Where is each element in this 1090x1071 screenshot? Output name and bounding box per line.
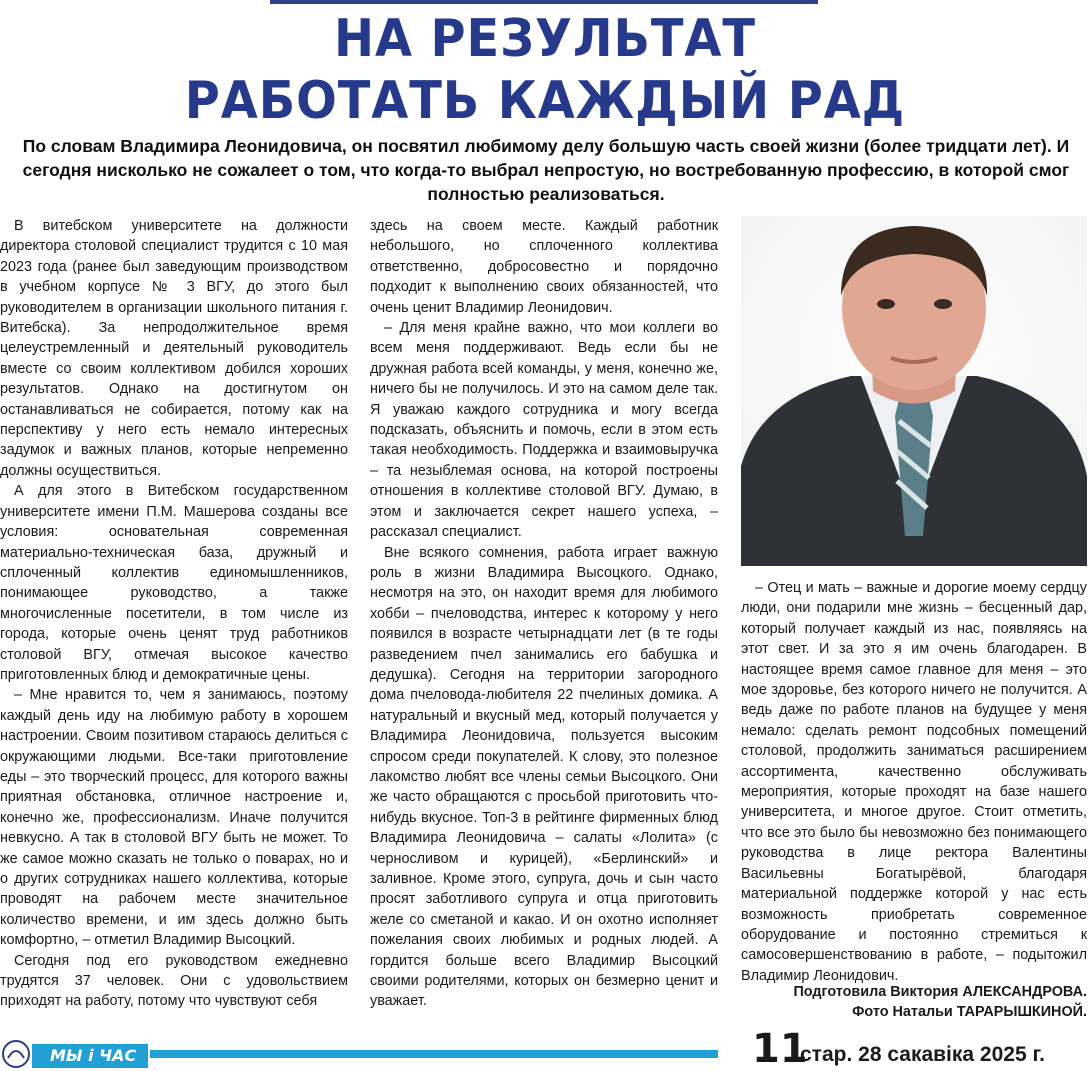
page-number: 11 [752,1026,808,1071]
paragraph: здесь на своем месте. Каждый работник небольшого, но сплоченного коллектива ответственно, добросовестно и порядочно подходит к выполнению своих обязанностей, что очень ценит Владимир Леонидович. [370,218,718,316]
issue-date: стар. 28 сакавіка 2025 г. [800,1043,1045,1066]
headline-line-2: РАБОТАТЬ КАЖДЫЙ РАД [184,71,906,131]
logo-text: МЫ і ЧАС [50,1046,137,1065]
paragraph: – Для меня крайне важно, что мои коллеги во всем меня поддерживают. Ведь если бы не дружная работа всей команды, у меня, конечно же, ничего бы не получилось. И это на самом деле так. Я уважаю каждого сотрудника и могу всегда подсказать, объяснить и помочь, если в этом есть такая необходимость. Поддержка и взаимовыручка – та незыблемая основа, на которой построены отношения в коллективе столовой ВГУ. Думаю, в этом и заключается секрет нашего успеха, – рассказал специалист. [370,320,718,541]
paragraph: Вне всякого сомнения, работа играет важную роль в жизни Владимира Высоцкого. Однако, несмотря на это, он находит время для любимого хобби – пчеловодства, интерес к которому у него появился в возрасте четырнадцати лет (в те годы разведением пчел занимались его бабушка и дедушка). Сегодня на территории загородного дома пчеловода-любителя 22 пчелиных домика. А натуральный и вкусный мед, который получается у Владимира Леонидовича, пользуется высоким спросом среди покупателей. К слову, это полезное лакомство любят все члены семьи Высоцкого. Они же часто обращаются с просьбой приготовить что-нибудь вкусное. Топ-3 в рейтинге фирменных блюд Владимира Леонидовича – салаты «Лолита» (с черносливом и курицей), «Берлинский» и заливное. Кроме этого, супруга, дочь и сын часто просят заботливого супруга и отца приготовить желе со сметаной и какао. И он охотно исполняет пожелания своих любимых и родных людей. А гордится больше всего Владимир Высоцкий своими родителями, которых он безмерно ценит и уважает. [370,544,718,1010]
photo-credit: Фото Натальи ТАРАРЫШКИНОЙ. [852,1004,1087,1020]
paragraph: – Мне нравится то, чем я занимаюсь, поэтому каждый день иду на любимую работу в хорошем настроении. Своим позитивом стараюсь делиться с окружающими людьми. Все-таки приготовление еды – это творческий процесс, для которого важны приятная обстановка, отличное настроение и, конечно же, профессионализм. Иначе получится невкусно. А так в столовой ВГУ быть не может. То же самое можно сказать не только о поварах, но и о других сотрудниках нашего коллектива, которые проводят на рабочем месте значительное количество времени, и им здесь должно быть комфортно, – отметил Владимир Высоцкий. [0,687,348,949]
paragraph: Сегодня под его руководством ежедневно трудятся 37 человек. Они с удовольствием приходят на работу, потому что чувствуют себя [0,952,348,1010]
credits [741,982,1087,1022]
paragraph: – Отец и мать – важные и дорогие моему сердцу люди, они подарили мне жизнь – бесценный дар, который получает каждый из нас, появляясь на этот свет. И за это я им очень благодарен. В настоящее время самое главное для меня – это мое здоровье, без которого ничего не получится. А ведь даже по работе планов на будущее у меня немало: сделать ремонт подсобных помещений столовой, продолжить заниматься расширением ассортимента, качественно обслуживать мероприятия, которые проходят на базе нашего университета, и многое другое. Стоит отметить, что все это было бы невозможно без понимающего руководства в лице ректора Валентины Васильевны Богатырёвой, благодаря материальной поддержке которой у нас есть возможность приобретать современное оборудование и постоянно стремиться к самосовершенствованию в работе, – подытожил Владимир Леонидович. [741,580,1087,984]
paragraph: А для этого в Витебском государственном университете имени П.М. Машерова созданы все условия: основательная современная материально-техническая база, дружный и сплоченный коллектив единомышленников, понимающее руководство, а также многочисленные посетители, в том числе из города, которые очень ценят труд работников столовой ВГУ, отмечая высокое качество приготовленных блюд и демократичные цены. [0,483,348,683]
author-credit: Подготовила Виктория АЛЕКСАНДРОВА. [793,984,1087,1000]
portrait-illustration [741,216,1087,566]
footer-bar [150,1050,718,1058]
column-1 [0,216,348,1012]
headline [44,8,1047,132]
column-3 [741,578,1087,986]
lead-paragraph: По словам Владимира Леонидовича, он посвятил любимому делу большую часть своей жизни (более тридцати лет). И сегодня нисколько не сожалеет о том, что когда-то выбрал непростую, но востребованную профессию, в которой смог полностью реализоваться. [22,136,1070,204]
top-rule [270,0,818,4]
paragraph: В витебском университете на должности директора столовой специалист трудится с 10 мая 2023 года (ранее был заведующим производством в учебном корпусе № 3 ВГУ, до этого был руководителем в организации школьного питания г. Витебска). За непродолжительное время целеустремленный и деятельный руководитель вместе со своим коллективом добился хороших результатов. Однако на достигнутом он останавливаться не собирается, потому как на перспективу у него есть немало интересных задумок и важных планов, которые непременно должны осуществиться. [0,218,348,479]
newspaper-logo [0,1036,150,1070]
headline-line-1: НА РЕЗУЛЬТАТ [334,9,756,69]
column-2 [370,216,718,1012]
portrait-photo [741,216,1087,566]
